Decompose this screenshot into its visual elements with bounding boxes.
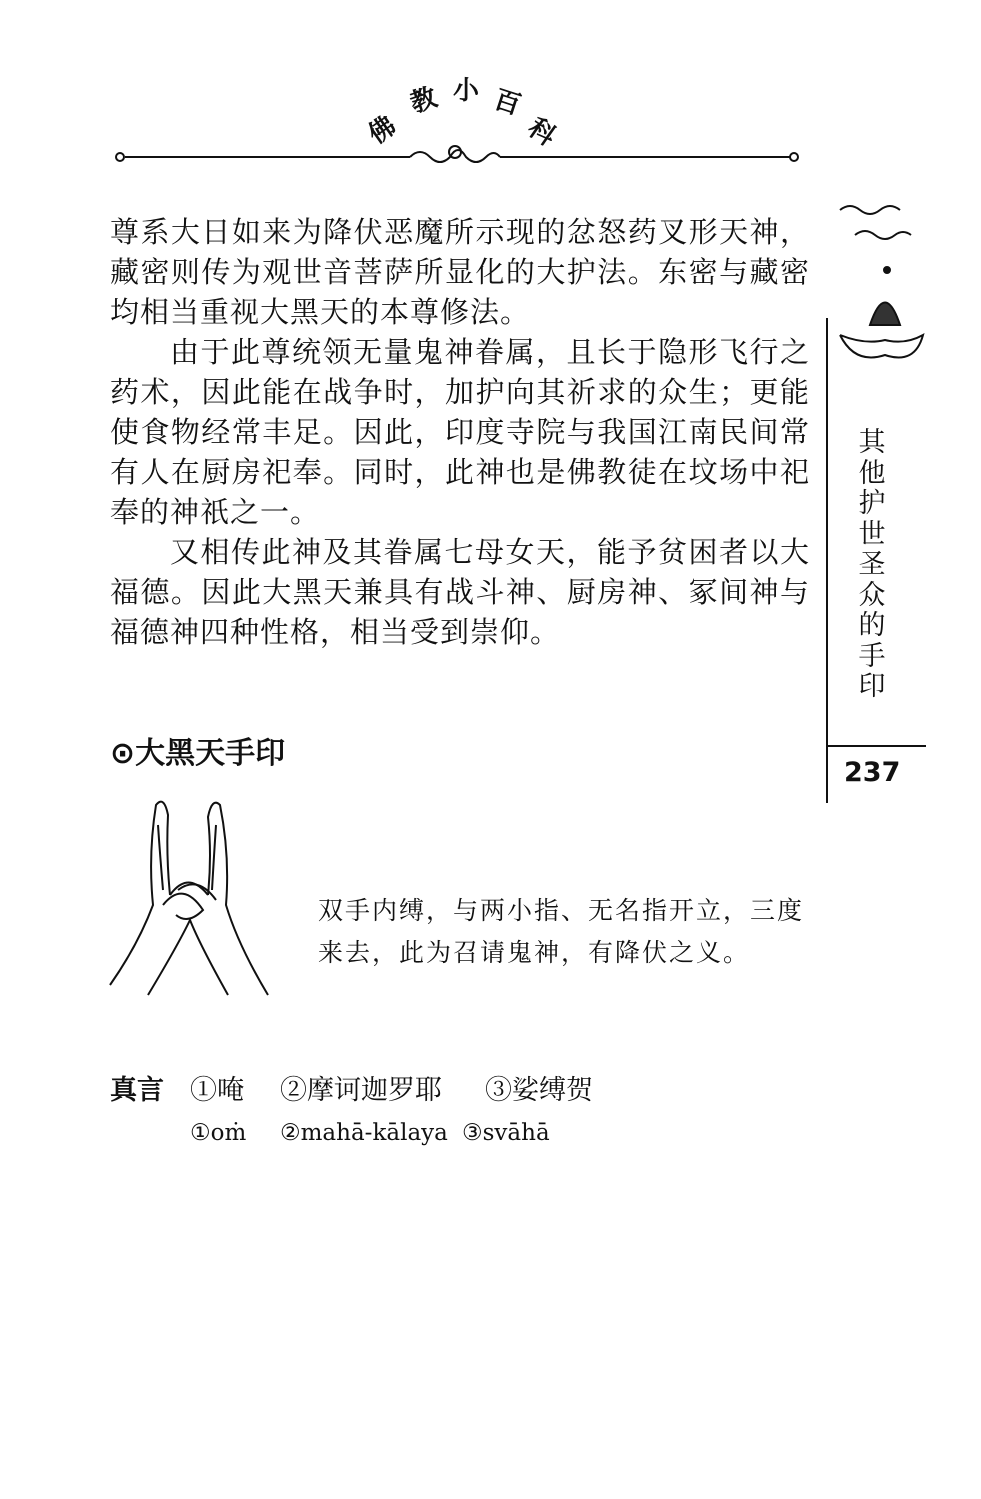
chapter-title: 其他护世圣众的手印: [858, 427, 886, 702]
sidebar-horizontal-rule: [826, 745, 926, 747]
mantra-sanskrit-2: ②mahā-kālaya: [280, 1120, 448, 1146]
paragraph: 尊系大日如来为降伏恶魔所示现的忿怒药叉形天神，藏密则传为观世音菩萨所显化的大护法。东密与藏密均相当重视大黑天的本尊修法。: [110, 215, 810, 329]
mantra-chinese-3: ③娑缚贺: [485, 1075, 593, 1106]
header-ornament-rule: [110, 140, 805, 170]
mudra-hand-illustration: [108, 795, 273, 1005]
header-char: 百: [490, 84, 525, 122]
mantra-chinese-2: ②摩诃迦罗耶: [280, 1075, 442, 1106]
sidebar-vertical-rule: [826, 318, 828, 803]
header-char: 小: [453, 76, 480, 106]
page-number: 237: [844, 757, 901, 788]
paragraph: 由于此尊统领无量鬼神眷属，且长于隐形飞行之药术，因此能在战争时，加护向其祈求的众生；更能使食物经常丰足。因此，印度寺院与我国江南民间常有人在厨房祀奉。同时，此神也是佛教徒在坟场中祀奉的神祇之一。: [110, 335, 810, 529]
mudra-description: 双手内缚，与两小指、无名指开立，三度来去，此为召请鬼神，有降伏之义。: [318, 896, 805, 967]
header-char: 佛: [363, 110, 402, 151]
mantra-sanskrit-1: ①oṁ: [190, 1120, 247, 1146]
section-heading: ⊙大黑天手印: [110, 736, 286, 771]
header-char: 科: [522, 112, 561, 153]
body-text: [110, 212, 810, 652]
mantra-chinese-1: ①唵: [190, 1075, 244, 1106]
mantra-sanskrit-3: ③svāhā: [462, 1120, 550, 1146]
paragraph: 又相传此神及其眷属七母女天，能予贫困者以大福德。因此大黑天兼具有战斗神、厨房神、冢间神与福德神四种性格，相当受到崇仰。: [110, 535, 810, 649]
header-char: 教: [406, 82, 441, 120]
sidebar-deity-ornament: [835, 195, 925, 375]
mantra-label: 真言: [110, 1075, 164, 1106]
